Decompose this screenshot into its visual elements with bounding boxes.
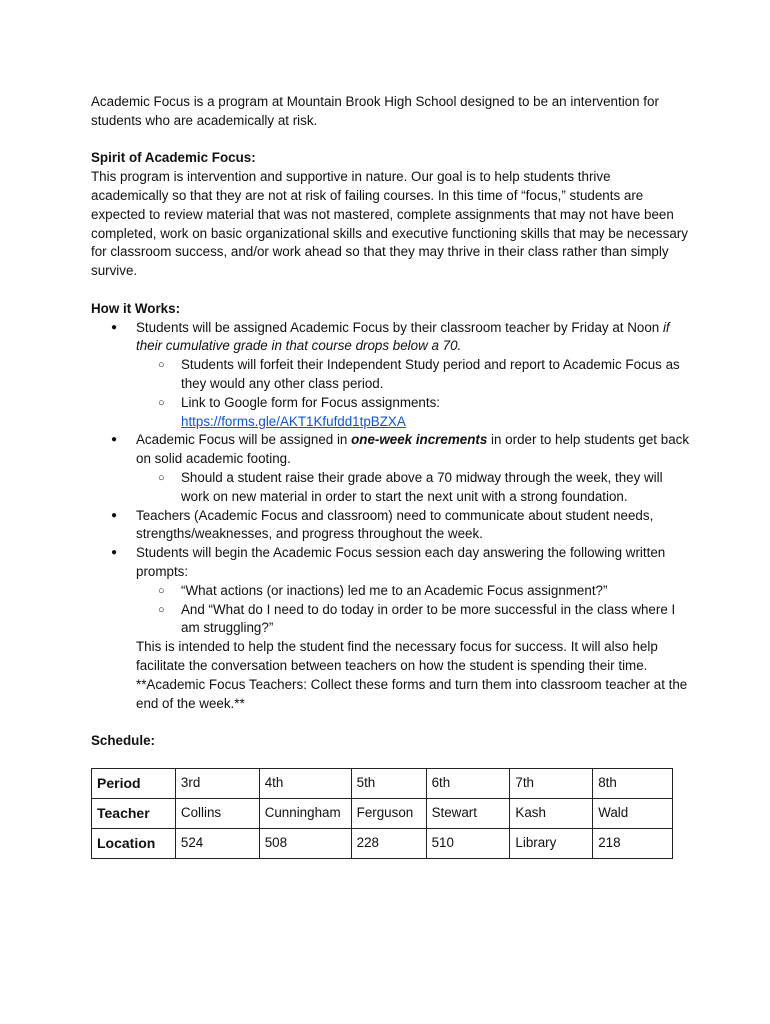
table-row bbox=[92, 769, 673, 799]
table-row bbox=[92, 799, 673, 829]
list-item bbox=[136, 394, 691, 432]
table-cell: 4th bbox=[259, 769, 351, 799]
list-item bbox=[136, 469, 691, 507]
bullet-1-text: Students will be assigned Academic Focus by their classroom teacher by Friday at Noon bbox=[136, 319, 663, 335]
table-cell: 508 bbox=[259, 829, 351, 859]
sub-list bbox=[136, 582, 691, 638]
list-item bbox=[91, 544, 691, 713]
spirit-heading: Spirit of Academic Focus: bbox=[91, 150, 256, 166]
how-it-works-heading: How it Works: bbox=[91, 300, 181, 316]
spirit-body: This program is intervention and supportive in nature. Our goal is to help students thrive academically so that they are not at risk of failing courses. In this time of “focus,” students are expected to review material that was not mastered, complete assignments that may not have been completed, work on basic organizational skills and executive functioning skills that may be necessary for classroom success, and/or work ahead so that they may thrive in their class rather than simply survive. bbox=[91, 169, 688, 279]
table-cell: Stewart bbox=[426, 799, 510, 829]
list-item bbox=[91, 507, 691, 545]
bullet-4-text: Students will begin the Academic Focus session each day answering the following written prompts: bbox=[136, 545, 666, 579]
table-cell: Wald bbox=[593, 799, 673, 829]
document-page bbox=[91, 93, 691, 751]
list-item bbox=[91, 431, 691, 506]
table-cell: 510 bbox=[426, 829, 510, 859]
sub-list bbox=[136, 469, 691, 507]
table-cell: Ferguson bbox=[351, 799, 426, 829]
bullet-4-note-1: This is intended to help the student find the necessary focus for success. It will also help facilitate the conversation between teachers on how the student is spending their time. bbox=[136, 639, 658, 673]
bullet-1-sub-2-text: Link to Google form for Focus assignments: bbox=[181, 394, 440, 410]
bullet-2-post: in order to help students get back on solid academic footing. bbox=[136, 432, 690, 467]
intro-paragraph: Academic Focus is a program at Mountain Brook High School designed to be an intervention for students who are academically at risk. bbox=[91, 94, 659, 128]
table-cell: Library bbox=[510, 829, 593, 859]
table-row-header: Location bbox=[92, 829, 176, 859]
schedule-heading: Schedule: bbox=[91, 733, 155, 749]
table-cell: 5th bbox=[351, 769, 426, 799]
table-cell: 3rd bbox=[175, 769, 259, 799]
spirit-section bbox=[91, 149, 691, 281]
bullet-2-emphasis: one-week increments bbox=[351, 432, 488, 448]
bullet-2-pre: Academic Focus will be assigned in bbox=[136, 432, 352, 448]
bullet-4-sub-1: “What actions (or inactions) led me to an Academic Focus assignment?” bbox=[181, 582, 608, 598]
table-cell: Cunningham bbox=[259, 799, 351, 829]
table-cell: Collins bbox=[175, 799, 259, 829]
bullet-1-italic: if their cumulative grade in that course drops below a 70. bbox=[136, 319, 670, 354]
bullet-4-note-2: **Academic Focus Teachers: Collect these forms and turn them into classroom teacher at the end of the week.** bbox=[136, 676, 688, 711]
list-item bbox=[136, 356, 691, 394]
bullet-1-sub-1: Students will forfeit their Independent Study period and report to Academic Focus as they would any other class period. bbox=[181, 357, 680, 391]
google-form-link[interactable]: https://forms.gle/AKT1Kfufdd1tpBZXA bbox=[181, 413, 406, 429]
table-row-header: Teacher bbox=[92, 799, 176, 829]
bullet-4-sub-2: And “What do I need to do today in order to be more successful in the class where I am struggling?” bbox=[181, 601, 676, 636]
table-row bbox=[92, 829, 673, 859]
bullet-3-text: Teachers (Academic Focus and classroom) need to communicate about student needs, strengths/weaknesses, and progress throughout the week. bbox=[136, 507, 654, 542]
list-item bbox=[136, 601, 691, 639]
table-cell: 7th bbox=[510, 769, 593, 799]
sub-list bbox=[136, 356, 691, 431]
table-cell: 218 bbox=[593, 829, 673, 859]
list-item bbox=[91, 319, 691, 432]
table-row-header: Period bbox=[92, 769, 176, 799]
list-item bbox=[136, 582, 691, 601]
bullet-2-sub-1: Should a student raise their grade above a 70 midway through the week, they will work on new material in order to start the next unit with a strong foundation. bbox=[181, 469, 663, 504]
table-cell: Kash bbox=[510, 799, 593, 829]
how-it-works-section bbox=[91, 300, 691, 714]
table-cell: 228 bbox=[351, 829, 426, 859]
table-cell: 8th bbox=[593, 769, 673, 799]
schedule-table bbox=[91, 768, 673, 859]
table-cell: 6th bbox=[426, 769, 510, 799]
how-it-works-list bbox=[91, 319, 691, 714]
table-cell: 524 bbox=[175, 829, 259, 859]
